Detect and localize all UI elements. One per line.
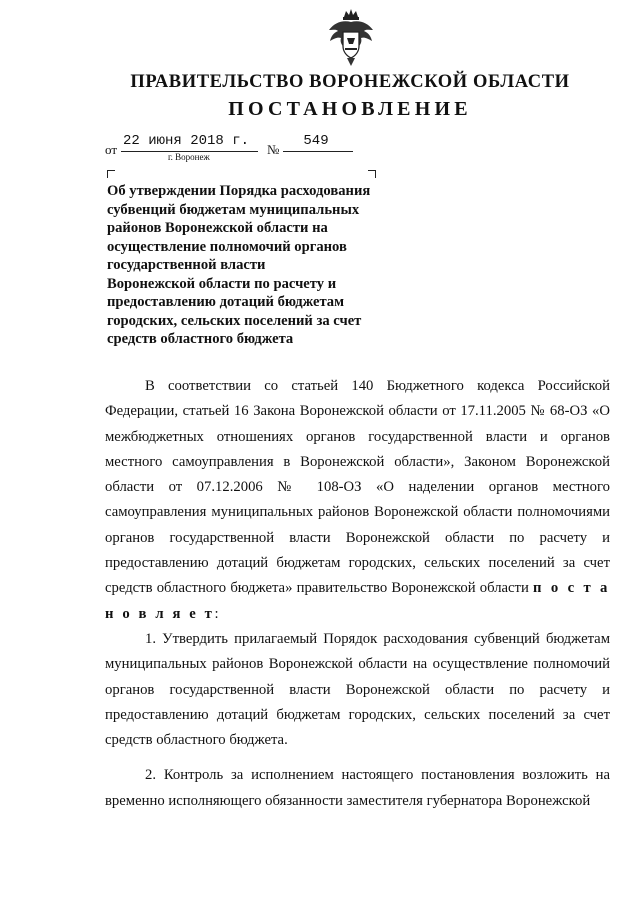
- subject-corner-left: [107, 170, 115, 178]
- resolves-word: п о с т а н о в л я е т: [105, 580, 610, 622]
- item-2-paragraph: 2. Контроль за исполнением настоящего постановления возложить на временно исполняющего обязанности заместителя губернатора Воронежской: [105, 767, 610, 809]
- document-date: 22 июня 2018 г.: [122, 133, 250, 149]
- subject-line: субвенций бюджетам муниципальных: [107, 201, 360, 218]
- document-type-title: ПОСТАНОВЛЕНИЕ: [228, 98, 472, 120]
- number-underline: [283, 151, 353, 152]
- document-city: г. Воронеж: [168, 152, 210, 162]
- preamble-paragraph: [105, 374, 610, 627]
- document-number: 549: [303, 133, 329, 149]
- subject-line: городских, сельских поселений за счет: [107, 312, 362, 329]
- coat-of-arms-icon: [327, 8, 375, 68]
- item-1-paragraph: 1. Утвердить прилагаемый Порядок расходования субвенций бюджетам муниципальных районов Воронежской области на осуществление полномочий органов государственной власти Воронежской области по расчету и предоставлению дотаций бюджетам городских, сельских поселений за счет средств областного бюджета.: [105, 630, 610, 749]
- date-prefix: от: [105, 142, 118, 157]
- resolves-colon: :: [214, 605, 219, 622]
- subject-line: Воронежской области по расчету и: [107, 275, 337, 292]
- number-label: №: [267, 142, 280, 157]
- organization-name: ПРАВИТЕЛЬСТВО ВОРОНЕЖСКОЙ ОБЛАСТИ: [130, 72, 570, 92]
- subject-line: государственной власти: [107, 257, 266, 273]
- preamble-text: В соответствии со статьей 140 Бюджетного кодекса Российской Федерации, статьей 16 Закона Воронежской области от 17.11.2005 № 68-ОЗ «О межбюджетных отношениях органов государственной власти и органов местного самоуправления в Воронежской области», Законом Воронежской области от 07.12.2006 № 108-ОЗ «О наделении органов местного самоуправления муниципальных районов Воронежской области полномочиями органов государственной власти Воронежской области по расчету и предоставлению дотаций бюджетам городских, сельских поселений за счет средств областного бюджета» правительство Воронежской области: [105, 378, 610, 597]
- document-meta: [105, 133, 365, 160]
- subject-corner-right: [368, 170, 376, 178]
- subject-line: Об утверждении Порядка расходования: [107, 183, 371, 199]
- subject-line: средств областного бюджета: [107, 331, 294, 347]
- subject-line: предоставлению дотаций бюджетам: [107, 294, 345, 310]
- document-subject: [107, 182, 397, 349]
- document-body: [105, 374, 610, 814]
- subject-line: осуществление полномочий органов: [107, 238, 347, 255]
- subject-line: районов Воронежской области на: [107, 220, 328, 236]
